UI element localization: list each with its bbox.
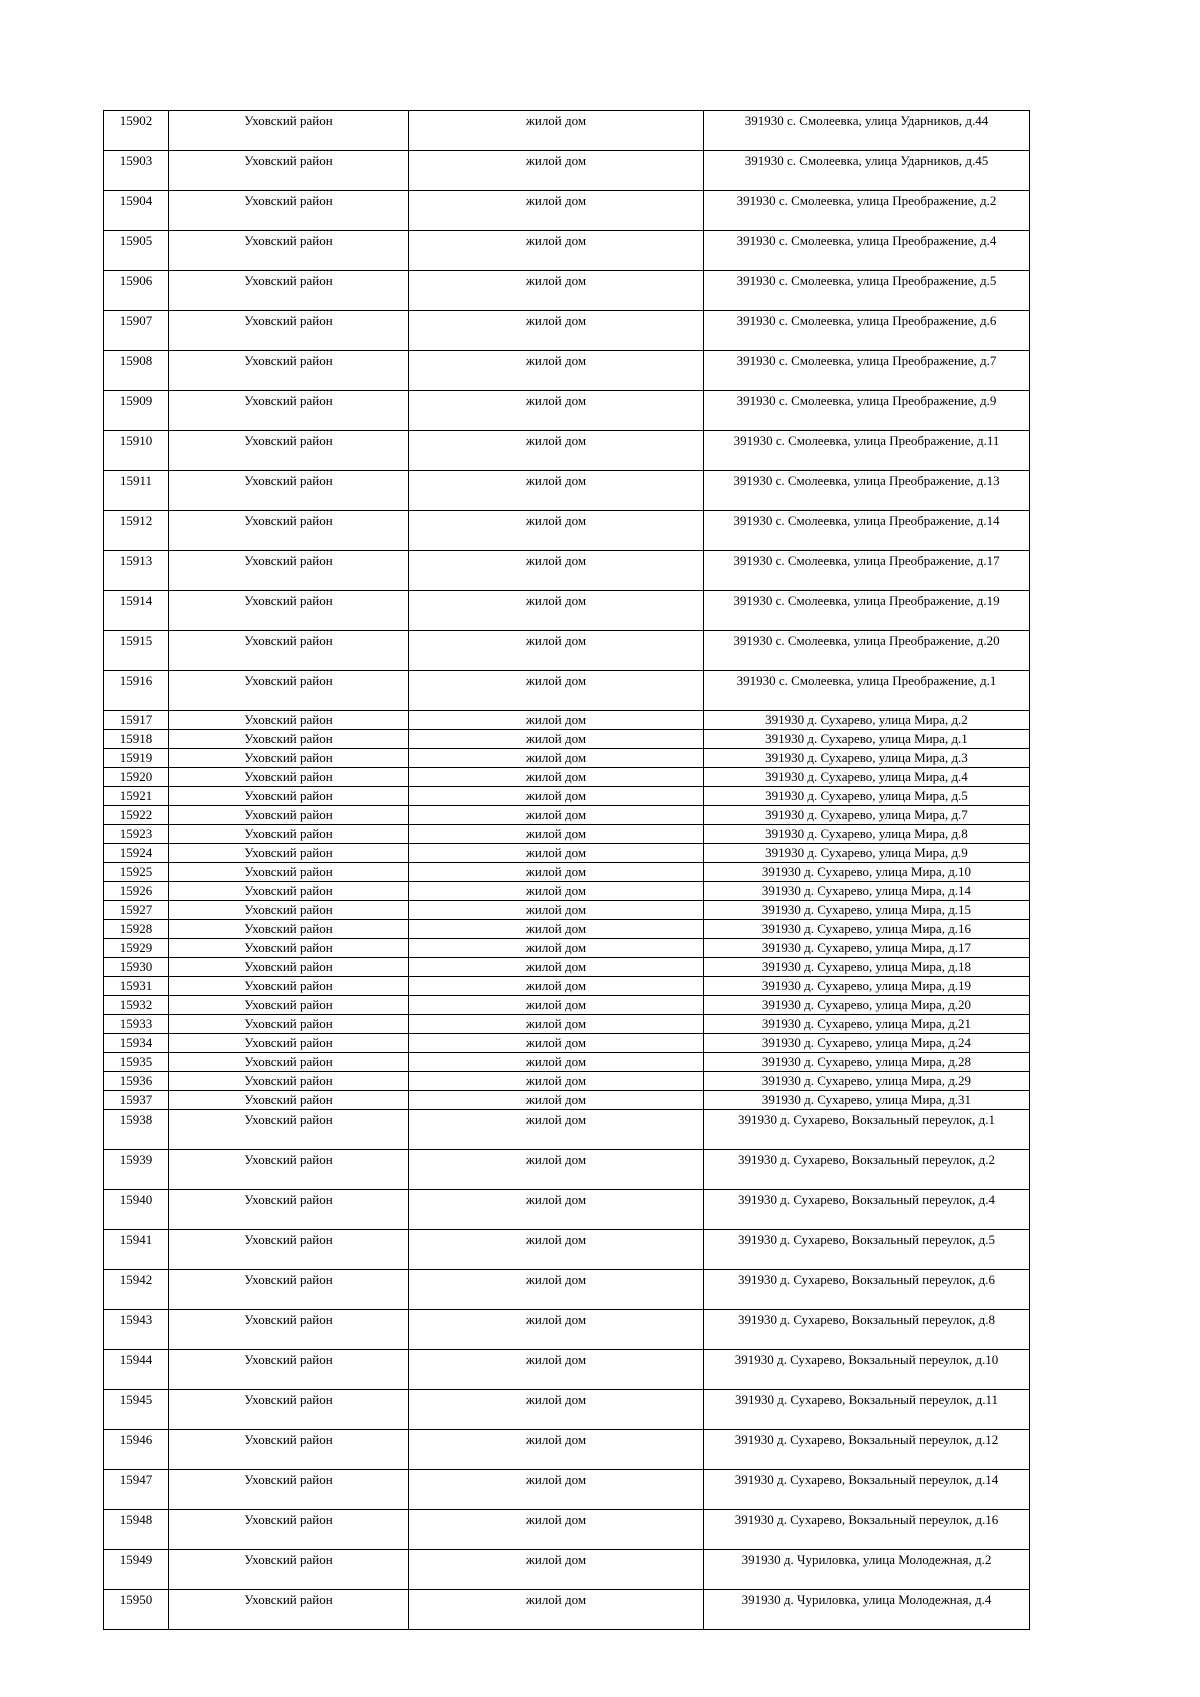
district-cell: Уховский район [169, 1430, 409, 1470]
building-type-cell: жилой дом [409, 631, 704, 671]
table-row [104, 671, 1030, 711]
table-row [104, 882, 1030, 901]
table-row [104, 1430, 1030, 1470]
address-cell: 391930 с. Смолеевка, улица Ударников, д.45 [704, 151, 1030, 191]
table-row [104, 920, 1030, 939]
address-cell: 391930 д. Сухарево, улица Мира, д.10 [704, 863, 1030, 882]
district-cell: Уховский район [169, 351, 409, 391]
row-number-cell: 15916 [104, 671, 169, 711]
building-type-cell: жилой дом [409, 844, 704, 863]
row-number-cell: 15911 [104, 471, 169, 511]
building-type-cell: жилой дом [409, 191, 704, 231]
building-type-cell: жилой дом [409, 1310, 704, 1350]
table-row [104, 471, 1030, 511]
address-cell: 391930 с. Смолеевка, улица Преображение, д.7 [704, 351, 1030, 391]
building-type-cell: жилой дом [409, 711, 704, 730]
table-row [104, 111, 1030, 151]
district-cell: Уховский район [169, 1150, 409, 1190]
district-cell: Уховский район [169, 787, 409, 806]
address-cell: 391930 д. Сухарево, Вокзальный переулок, д.4 [704, 1190, 1030, 1230]
row-number-cell: 15937 [104, 1091, 169, 1110]
address-cell: 391930 д. Сухарево, улица Мира, д.24 [704, 1034, 1030, 1053]
address-cell: 391930 д. Сухарево, Вокзальный переулок, д.5 [704, 1230, 1030, 1270]
row-number-cell: 15919 [104, 749, 169, 768]
table-row [104, 825, 1030, 844]
table-row [104, 271, 1030, 311]
district-cell: Уховский район [169, 901, 409, 920]
row-number-cell: 15950 [104, 1590, 169, 1630]
building-type-cell: жилой дом [409, 1091, 704, 1110]
address-cell: 391930 д. Сухарево, Вокзальный переулок, д.1 [704, 1110, 1030, 1150]
address-cell: 391930 д. Сухарево, улица Мира, д.19 [704, 977, 1030, 996]
district-cell: Уховский район [169, 591, 409, 631]
district-cell: Уховский район [169, 1590, 409, 1630]
building-type-cell: жилой дом [409, 391, 704, 431]
address-cell: 391930 д. Сухарево, улица Мира, д.28 [704, 1053, 1030, 1072]
district-cell: Уховский район [169, 1015, 409, 1034]
building-type-cell: жилой дом [409, 311, 704, 351]
address-cell: 391930 д. Сухарево, улица Мира, д.9 [704, 844, 1030, 863]
housing-register-table [103, 110, 1030, 1630]
row-number-cell: 15948 [104, 1510, 169, 1550]
table-row [104, 711, 1030, 730]
address-cell: 391930 д. Чуриловка, улица Молодежная, д.2 [704, 1550, 1030, 1590]
address-cell: 391930 д. Сухарево, улица Мира, д.5 [704, 787, 1030, 806]
district-cell: Уховский район [169, 1390, 409, 1430]
district-cell: Уховский район [169, 1110, 409, 1150]
table-row [104, 1053, 1030, 1072]
address-cell: 391930 д. Сухарево, улица Мира, д.31 [704, 1091, 1030, 1110]
row-number-cell: 15902 [104, 111, 169, 151]
table-row [104, 631, 1030, 671]
table-row [104, 768, 1030, 787]
building-type-cell: жилой дом [409, 511, 704, 551]
district-cell: Уховский район [169, 151, 409, 191]
address-cell: 391930 с. Смолеевка, улица Преображение, д.14 [704, 511, 1030, 551]
address-cell: 391930 д. Сухарево, Вокзальный переулок, д.12 [704, 1430, 1030, 1470]
district-cell: Уховский район [169, 920, 409, 939]
address-cell: 391930 д. Сухарево, улица Мира, д.18 [704, 958, 1030, 977]
row-number-cell: 15934 [104, 1034, 169, 1053]
row-number-cell: 15927 [104, 901, 169, 920]
building-type-cell: жилой дом [409, 749, 704, 768]
address-cell: 391930 с. Смолеевка, улица Преображение, д.2 [704, 191, 1030, 231]
table-row [104, 996, 1030, 1015]
district-cell: Уховский район [169, 1034, 409, 1053]
row-number-cell: 15946 [104, 1430, 169, 1470]
row-number-cell: 15929 [104, 939, 169, 958]
table-row [104, 1091, 1030, 1110]
address-cell: 391930 д. Сухарево, улица Мира, д.8 [704, 825, 1030, 844]
table-row [104, 151, 1030, 191]
address-cell: 391930 с. Смолеевка, улица Преображение, д.9 [704, 391, 1030, 431]
district-cell: Уховский район [169, 1072, 409, 1091]
table-row [104, 958, 1030, 977]
table-row [104, 591, 1030, 631]
address-cell: 391930 д. Сухарево, улица Мира, д.20 [704, 996, 1030, 1015]
row-number-cell: 15923 [104, 825, 169, 844]
row-number-cell: 15904 [104, 191, 169, 231]
table-row [104, 551, 1030, 591]
district-cell: Уховский район [169, 863, 409, 882]
address-cell: 391930 с. Смолеевка, улица Преображение, д.5 [704, 271, 1030, 311]
address-cell: 391930 д. Сухарево, Вокзальный переулок, д.11 [704, 1390, 1030, 1430]
row-number-cell: 15918 [104, 730, 169, 749]
table-row [104, 939, 1030, 958]
address-cell: 391930 д. Сухарево, улица Мира, д.14 [704, 882, 1030, 901]
table-row [104, 1470, 1030, 1510]
address-cell: 391930 д. Сухарево, улица Мира, д.16 [704, 920, 1030, 939]
table-row [104, 1230, 1030, 1270]
table-row [104, 749, 1030, 768]
district-cell: Уховский район [169, 996, 409, 1015]
table-row [104, 1550, 1030, 1590]
row-number-cell: 15910 [104, 431, 169, 471]
address-cell: 391930 с. Смолеевка, улица Преображение, д.6 [704, 311, 1030, 351]
address-cell: 391930 д. Сухарево, улица Мира, д.17 [704, 939, 1030, 958]
district-cell: Уховский район [169, 231, 409, 271]
building-type-cell: жилой дом [409, 1034, 704, 1053]
district-cell: Уховский район [169, 671, 409, 711]
row-number-cell: 15907 [104, 311, 169, 351]
row-number-cell: 15933 [104, 1015, 169, 1034]
district-cell: Уховский район [169, 1091, 409, 1110]
district-cell: Уховский район [169, 511, 409, 551]
table-row [104, 977, 1030, 996]
building-type-cell: жилой дом [409, 1590, 704, 1630]
building-type-cell: жилой дом [409, 591, 704, 631]
row-number-cell: 15931 [104, 977, 169, 996]
district-cell: Уховский район [169, 391, 409, 431]
building-type-cell: жилой дом [409, 1430, 704, 1470]
district-cell: Уховский район [169, 1510, 409, 1550]
building-type-cell: жилой дом [409, 1350, 704, 1390]
row-number-cell: 15917 [104, 711, 169, 730]
row-number-cell: 15935 [104, 1053, 169, 1072]
table-body [104, 111, 1030, 1630]
building-type-cell: жилой дом [409, 231, 704, 271]
district-cell: Уховский район [169, 631, 409, 671]
district-cell: Уховский район [169, 551, 409, 591]
row-number-cell: 15945 [104, 1390, 169, 1430]
district-cell: Уховский район [169, 806, 409, 825]
address-cell: 391930 д. Сухарево, Вокзальный переулок, д.2 [704, 1150, 1030, 1190]
address-cell: 391930 д. Сухарево, улица Мира, д.1 [704, 730, 1030, 749]
row-number-cell: 15903 [104, 151, 169, 191]
building-type-cell: жилой дом [409, 1470, 704, 1510]
district-cell: Уховский район [169, 431, 409, 471]
district-cell: Уховский район [169, 1470, 409, 1510]
table-row [104, 191, 1030, 231]
row-number-cell: 15915 [104, 631, 169, 671]
address-cell: 391930 с. Смолеевка, улица Преображение, д.20 [704, 631, 1030, 671]
row-number-cell: 15908 [104, 351, 169, 391]
building-type-cell: жилой дом [409, 1230, 704, 1270]
row-number-cell: 15909 [104, 391, 169, 431]
district-cell: Уховский район [169, 882, 409, 901]
table-row [104, 1072, 1030, 1091]
building-type-cell: жилой дом [409, 271, 704, 311]
building-type-cell: жилой дом [409, 111, 704, 151]
row-number-cell: 15928 [104, 920, 169, 939]
district-cell: Уховский район [169, 1310, 409, 1350]
table-row [104, 351, 1030, 391]
address-cell: 391930 д. Сухарево, Вокзальный переулок, д.8 [704, 1310, 1030, 1350]
row-number-cell: 15942 [104, 1270, 169, 1310]
address-cell: 391930 с. Смолеевка, улица Преображение, д.17 [704, 551, 1030, 591]
table-row [104, 511, 1030, 551]
building-type-cell: жилой дом [409, 1270, 704, 1310]
district-cell: Уховский район [169, 311, 409, 351]
building-type-cell: жилой дом [409, 551, 704, 591]
district-cell: Уховский район [169, 844, 409, 863]
district-cell: Уховский район [169, 749, 409, 768]
district-cell: Уховский район [169, 825, 409, 844]
address-cell: 391930 д. Сухарево, улица Мира, д.29 [704, 1072, 1030, 1091]
building-type-cell: жилой дом [409, 939, 704, 958]
table-row [104, 1350, 1030, 1390]
table-row [104, 1310, 1030, 1350]
address-cell: 391930 д. Чуриловка, улица Молодежная, д.4 [704, 1590, 1030, 1630]
building-type-cell: жилой дом [409, 1072, 704, 1091]
district-cell: Уховский район [169, 111, 409, 151]
table-row [104, 863, 1030, 882]
table-row [104, 730, 1030, 749]
row-number-cell: 15939 [104, 1150, 169, 1190]
address-cell: 391930 д. Сухарево, Вокзальный переулок, д.16 [704, 1510, 1030, 1550]
row-number-cell: 15925 [104, 863, 169, 882]
building-type-cell: жилой дом [409, 787, 704, 806]
district-cell: Уховский район [169, 730, 409, 749]
table-row [104, 844, 1030, 863]
address-cell: 391930 д. Сухарево, улица Мира, д.15 [704, 901, 1030, 920]
district-cell: Уховский район [169, 768, 409, 787]
row-number-cell: 15921 [104, 787, 169, 806]
district-cell: Уховский район [169, 1230, 409, 1270]
row-number-cell: 15914 [104, 591, 169, 631]
building-type-cell: жилой дом [409, 351, 704, 391]
address-cell: 391930 с. Смолеевка, улица Преображение, д.13 [704, 471, 1030, 511]
building-type-cell: жилой дом [409, 977, 704, 996]
row-number-cell: 15906 [104, 271, 169, 311]
table-row [104, 1270, 1030, 1310]
address-cell: 391930 д. Сухарево, улица Мира, д.2 [704, 711, 1030, 730]
district-cell: Уховский район [169, 471, 409, 511]
row-number-cell: 15936 [104, 1072, 169, 1091]
table-row [104, 231, 1030, 271]
table-row [104, 311, 1030, 351]
district-cell: Уховский район [169, 1190, 409, 1230]
table-row [104, 1510, 1030, 1550]
table-row [104, 1190, 1030, 1230]
row-number-cell: 15926 [104, 882, 169, 901]
table-row [104, 391, 1030, 431]
row-number-cell: 15944 [104, 1350, 169, 1390]
district-cell: Уховский район [169, 939, 409, 958]
table-row [104, 806, 1030, 825]
row-number-cell: 15905 [104, 231, 169, 271]
row-number-cell: 15912 [104, 511, 169, 551]
table-row [104, 787, 1030, 806]
table-row [104, 1590, 1030, 1630]
building-type-cell: жилой дом [409, 1015, 704, 1034]
building-type-cell: жилой дом [409, 825, 704, 844]
address-cell: 391930 с. Смолеевка, улица Преображение, д.19 [704, 591, 1030, 631]
building-type-cell: жилой дом [409, 431, 704, 471]
address-cell: 391930 с. Смолеевка, улица Преображение, д.4 [704, 231, 1030, 271]
address-cell: 391930 д. Сухарево, Вокзальный переулок, д.6 [704, 1270, 1030, 1310]
row-number-cell: 15924 [104, 844, 169, 863]
building-type-cell: жилой дом [409, 863, 704, 882]
table-row [104, 901, 1030, 920]
building-type-cell: жилой дом [409, 730, 704, 749]
district-cell: Уховский район [169, 958, 409, 977]
table-row [104, 1150, 1030, 1190]
address-cell: 391930 д. Сухарево, Вокзальный переулок, д.14 [704, 1470, 1030, 1510]
building-type-cell: жилой дом [409, 882, 704, 901]
district-cell: Уховский район [169, 1550, 409, 1590]
building-type-cell: жилой дом [409, 958, 704, 977]
building-type-cell: жилой дом [409, 996, 704, 1015]
address-cell: 391930 д. Сухарево, улица Мира, д.7 [704, 806, 1030, 825]
row-number-cell: 15943 [104, 1310, 169, 1350]
address-cell: 391930 с. Смолеевка, улица Преображение, д.11 [704, 431, 1030, 471]
row-number-cell: 15947 [104, 1470, 169, 1510]
address-cell: 391930 с. Смолеевка, улица Преображение, д.1 [704, 671, 1030, 711]
building-type-cell: жилой дом [409, 1150, 704, 1190]
building-type-cell: жилой дом [409, 471, 704, 511]
address-cell: 391930 д. Сухарево, Вокзальный переулок, д.10 [704, 1350, 1030, 1390]
building-type-cell: жилой дом [409, 1110, 704, 1150]
building-type-cell: жилой дом [409, 151, 704, 191]
district-cell: Уховский район [169, 711, 409, 730]
row-number-cell: 15922 [104, 806, 169, 825]
address-cell: 391930 с. Смолеевка, улица Ударников, д.44 [704, 111, 1030, 151]
building-type-cell: жилой дом [409, 920, 704, 939]
row-number-cell: 15938 [104, 1110, 169, 1150]
district-cell: Уховский район [169, 1053, 409, 1072]
building-type-cell: жилой дом [409, 1550, 704, 1590]
table-row [104, 431, 1030, 471]
table-row [104, 1015, 1030, 1034]
building-type-cell: жилой дом [409, 1510, 704, 1550]
table-row [104, 1034, 1030, 1053]
address-cell: 391930 д. Сухарево, улица Мира, д.4 [704, 768, 1030, 787]
building-type-cell: жилой дом [409, 1053, 704, 1072]
district-cell: Уховский район [169, 1270, 409, 1310]
row-number-cell: 15941 [104, 1230, 169, 1270]
district-cell: Уховский район [169, 977, 409, 996]
building-type-cell: жилой дом [409, 806, 704, 825]
building-type-cell: жилой дом [409, 1190, 704, 1230]
row-number-cell: 15913 [104, 551, 169, 591]
district-cell: Уховский район [169, 191, 409, 231]
row-number-cell: 15932 [104, 996, 169, 1015]
building-type-cell: жилой дом [409, 901, 704, 920]
district-cell: Уховский район [169, 1350, 409, 1390]
building-type-cell: жилой дом [409, 768, 704, 787]
table-row [104, 1110, 1030, 1150]
table-row [104, 1390, 1030, 1430]
row-number-cell: 15949 [104, 1550, 169, 1590]
building-type-cell: жилой дом [409, 671, 704, 711]
building-type-cell: жилой дом [409, 1390, 704, 1430]
row-number-cell: 15920 [104, 768, 169, 787]
row-number-cell: 15940 [104, 1190, 169, 1230]
address-cell: 391930 д. Сухарево, улица Мира, д.21 [704, 1015, 1030, 1034]
row-number-cell: 15930 [104, 958, 169, 977]
address-cell: 391930 д. Сухарево, улица Мира, д.3 [704, 749, 1030, 768]
district-cell: Уховский район [169, 271, 409, 311]
